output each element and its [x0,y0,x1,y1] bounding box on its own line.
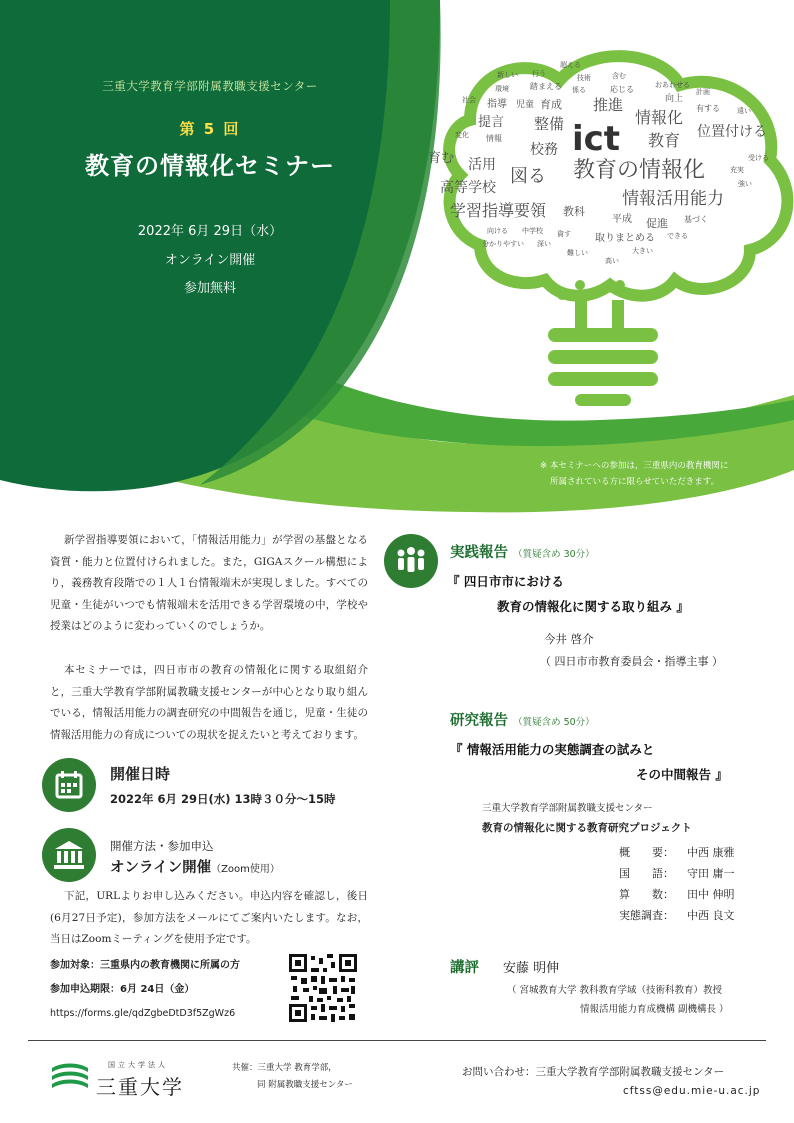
word-cloud-word: できる [667,232,688,240]
word-cloud-word: おあわせる [655,81,690,89]
word-cloud-word: 位置付ける [697,124,767,140]
word-cloud-word: 環境 [495,85,509,93]
intro-paragraph-1: 新学習指導要領において，「情報活用能力」が学習の基盤となる資質・能力と位置付けられました。また，GIGAスクール構想により，義務教育段階での１人１台情報端末が実現しました。すべての児童・生徒がいつでも情報端末を活用できる学習環境の中，学校や授業はどのように変わっていくのでしょうか。 [50,534,368,632]
word-cloud-word: 情報活用能力 [622,189,724,209]
word-cloud-word: 大きい [632,247,653,255]
practice-title-line1: 『 四日市市における [447,574,564,589]
word-cloud-word: 教育 [648,131,681,150]
practice-speaker: 今井 啓介 [544,632,594,646]
practice-report-label: 実践報告 [450,545,508,561]
word-cloud-word: 向ける [487,227,508,235]
word-cloud-word: 係る [572,86,586,94]
method-label: 開催方法・参加申込 [110,839,214,853]
word-cloud-word: 教育の情報化 [573,158,706,183]
word-cloud-word: 提言 [478,115,505,130]
word-cloud-word: 育む [428,151,455,166]
word-cloud-word: 校務 [530,142,558,158]
word-cloud-word: 教科 [563,205,585,218]
research-report-label: 研究報告 [450,713,508,729]
page-title: 教育の情報化セミナー [85,152,335,180]
logo-caption: 国立大学法人 [108,1061,168,1069]
method-description: 下記，URLよりお申し込みください。申込内容を確認し，後日(6月27日予定)，参加方法をメールにてご案内いたします。なお，当日はZoomミーティングを使用予定です。 [50,890,368,945]
word-cloud-word: 高等学校 [440,180,496,196]
word-cloud-word: 計画 [696,88,710,96]
review-label: 講評 [450,960,479,976]
research-title-line2: その中間報告 』 [636,767,728,782]
word-cloud-word: 整備 [534,115,565,133]
research-role-row: 算 数： 田中 伸明 [619,888,735,901]
seminar-mode: オンライン開催 [164,253,256,268]
participation-target: 参加対象：三重県内の教育機関に所属の方 [50,960,240,971]
word-cloud-word: 児童 [516,100,535,110]
footer-divider [28,1040,766,1041]
word-cloud-word: 受ける [748,154,769,162]
organizer-name: 三重大学教育学部附属教職支援センター [102,79,318,93]
research-role-row: 国 語： 守田 庸一 [619,867,735,880]
research-report-heading [450,709,595,730]
word-cloud-word: 変化 [455,131,469,139]
word-cloud-word: 分かりやすい [482,240,524,248]
word-cloud-word: 遠い [737,107,751,115]
cohost-line1: 共催：三重大学 教育学部， [232,1063,337,1073]
research-roles [619,842,735,926]
practice-title-line2: 教育の情報化に関する取り組み 』 [497,599,689,614]
people-icon [384,534,438,588]
research-role-row: 実態調査： 中西 良文 [619,909,735,922]
calendar-icon [42,758,96,812]
word-cloud-word: 情報化 [635,108,684,127]
contact-label: お問い合わせ：三重大学教育学部附属教職支援センター [462,1066,725,1078]
logo-wordmark: 三重大学 [96,1075,184,1099]
review-affiliation-1: （ 宮城教育大学 教科教育学域（技術科教育）教授 [507,985,723,996]
intro-paragraph-2: 本セミナーでは，四日市市の教育の情報化に関する取組紹介と，三重大学教育学部附属教職支援センターが中心となり取り組んでいる，情報活用能力の調査研究の中間報告を通じ，児童・生徒の情報活用能力の育成についての現状を捉えたいと考えております。 [50,664,368,741]
building-icon [42,828,96,882]
application-deadline: 参加申込期限：6月 24日（金） [50,984,195,995]
practice-report-duration: （質疑含め 30分） [513,549,595,560]
schedule-label: 開催日時 [110,765,171,783]
word-cloud-word: 行う [532,70,546,78]
word-cloud-word: 図る [510,166,546,187]
review-affiliation-2: 情報活用能力育成機構 副機構長 ） [580,1004,729,1015]
word-cloud-word: 高い [605,257,619,265]
university-logo-icon [50,1060,90,1096]
method-mode-note: （Zoom使用） [211,864,280,875]
participation-note: ※ 本セミナーへの参加は，三重県内の教育機関に 所属されている方に限らせていただきます。 [540,461,729,487]
word-cloud-word: 基づく [684,215,708,224]
cohost-line2: 同 附属教職支援センター [257,1080,353,1090]
bulb-base [548,300,658,406]
seminar-date: 2022年 6月 29日（水） [137,224,283,239]
seminar-fee: 参加無料 [183,281,236,296]
word-cloud-word: 社会 [462,96,476,104]
word-cloud-word: 技術 [577,74,591,82]
word-cloud-word: 育成 [540,98,562,111]
schedule-datetime: 2022年 6月 29日(水) 13時３０分～15時 [110,792,336,806]
qr-code[interactable] [289,954,357,1022]
method-mode: オンライン開催 [110,860,212,876]
practice-report-heading [450,541,595,562]
word-cloud-word: 指導 [487,99,507,110]
word-cloud-word: 有する [696,104,720,113]
word-cloud-word: 踏まえる [530,82,562,91]
word-cloud-word: 含む [612,72,626,80]
contact-email[interactable]: cftss@edu.mie-u.ac.jp [623,1085,761,1097]
word-cloud-word: 深い [537,240,551,248]
word-cloud-word: 中学校 [522,227,543,235]
word-cloud-word: 新しい [497,71,518,79]
seminar-volume: 第 5 回 [179,120,241,138]
word-cloud-word: 学習指導要領 [450,201,547,220]
word-cloud-word: 促進 [646,217,668,230]
review-name: 安藤 明伸 [503,961,560,976]
word-cloud-word: 取りまとめる [595,233,655,244]
word-cloud-word: 応じる [610,85,634,94]
research-role-row: 概 要： 中西 康雅 [619,846,735,859]
research-report-duration: （質疑含め 50分） [513,717,595,728]
word-cloud-word: ict [572,119,621,159]
word-cloud-word: 資す [557,230,571,238]
word-cloud-word: 向上 [665,94,684,104]
word-cloud-word: 充実 [730,166,744,174]
research-project: 教育の情報化に関する教育研究プロジェクト [482,822,692,834]
word-cloud-word: 情報 [486,134,502,143]
word-cloud-word: 強い [738,180,752,188]
word-cloud-word: 平成 [612,214,632,225]
research-title-line1: 『 情報活用能力の実態調査の試みと [450,742,655,757]
research-organization: 三重大学教育学部附属教職支援センター [482,803,653,814]
word-cloud-word: 難しい [567,249,588,257]
word-cloud-word: 超える [560,61,581,69]
word-cloud-word: 活用 [468,157,496,173]
word-cloud-word: 推進 [593,96,624,114]
practice-affiliation: （ 四日市市教育委員会・指導主事 ） [540,655,723,668]
registration-url[interactable]: https://forms.gle/qdZgbeDtD3f5ZgWz6 [50,1008,236,1019]
method-mode-line [110,856,280,877]
